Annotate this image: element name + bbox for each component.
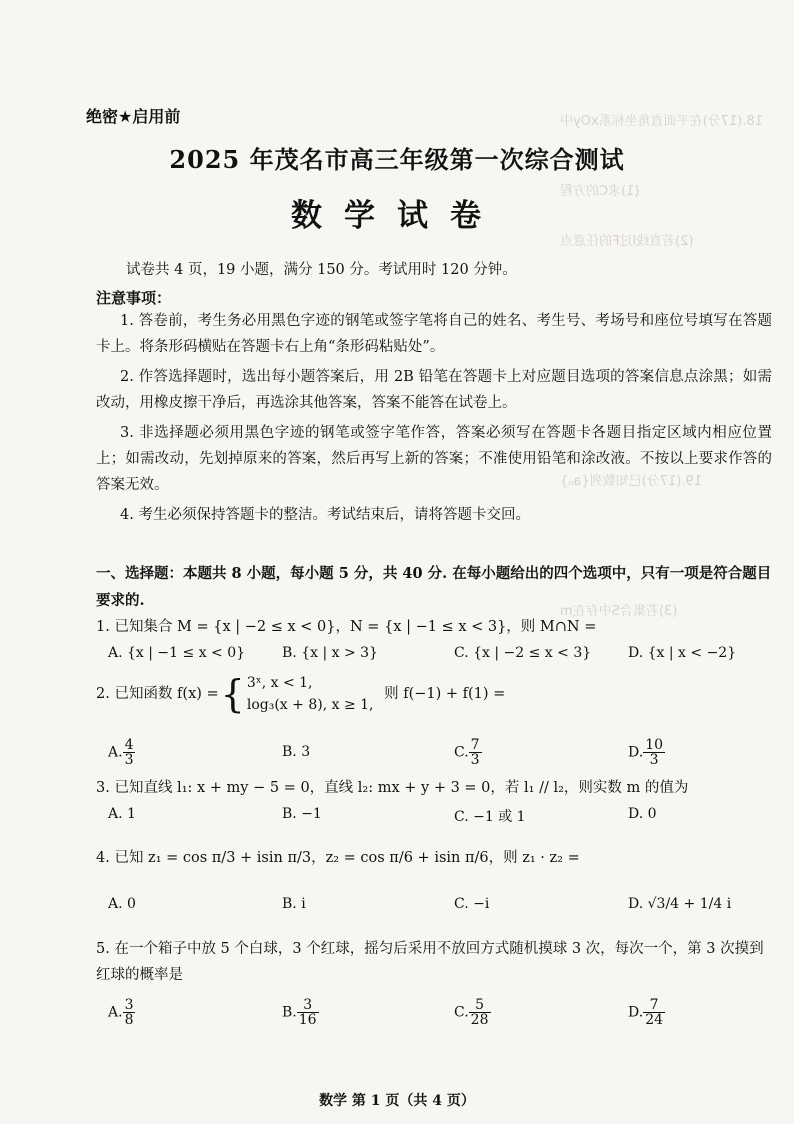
- q1-option-c: C. {x | −2 ≤ x < 3}: [454, 645, 592, 661]
- subject-title: 数学试卷: [291, 198, 503, 234]
- q4-option-b: B. i: [282, 896, 306, 912]
- q4-option-c: C. −i: [454, 896, 490, 912]
- q4-option-d: D. √3/4 + 1/4 i: [628, 896, 732, 912]
- q1-option-d: D. {x | x < −2}: [628, 645, 737, 661]
- q5-option-c: C. $\frac{5}{28}$: [454, 997, 489, 1028]
- q5-option-a: A. $\frac{3}{8}$: [108, 997, 134, 1028]
- q2-piecewise: [247, 672, 374, 716]
- q3-option-c: C. −1 或 1: [454, 809, 526, 825]
- notice-item: 4. 考生必须保持答题卡的整洁。考试结束后，请将答题卡交回。: [120, 507, 530, 523]
- q2-piece-1: 3ˣ, x < 1,: [246, 675, 313, 691]
- q1-option-a: A. {x | −1 ≤ x < 0}: [108, 645, 246, 661]
- question-2-stem: [96, 672, 776, 716]
- q3-option-a: A. 1: [108, 806, 136, 822]
- bleed-through-text: 19.(17分)已知数列{aₙ}: [560, 474, 703, 489]
- q5-option-b: B. $\frac{3}{16}$: [282, 997, 317, 1028]
- confidential-mark: 绝密★启用前: [86, 107, 181, 126]
- q4-option-a: A. 0: [108, 896, 136, 912]
- exam-info: 试卷共 4 页，19 小题，满分 150 分。考试用时 120 分钟。: [126, 262, 517, 278]
- notice-item: 2. 作答选择题时，选出每小题答案后，用 2B 铅笔在答题卡上对应题目选项的答案信息点涂黑；如需改动，用橡皮擦干净后，再选涂其他答案，答案不能答在试卷上。: [96, 369, 772, 411]
- q3-option-d: D. 0: [628, 806, 657, 822]
- bleed-through-text: (2)若直线l过F的任意点: [560, 234, 694, 249]
- bleed-through-text: (3)若集合S中存在m: [560, 604, 678, 619]
- notice-item: 3. 非选择题必须用黑色字迹的钢笔或签字笔作答，答案必须写在答题卡各题目指定区域内相应位置上；如需改动，先划掉原来的答案，然后再写上新的答案；不准使用铅笔和涂改液。不按以上要求作答的答案无效。: [96, 425, 772, 493]
- q2-option-a: A. $\frac{4}{3}$: [108, 737, 134, 768]
- q5-option-d: D. $\frac{7}{24}$: [628, 997, 664, 1028]
- brace-icon: {: [220, 672, 245, 716]
- page-footer: 数学 第 1 页（共 4 页）: [319, 1093, 475, 1109]
- q2-option-c: C. $\frac{7}{3}$: [454, 737, 480, 768]
- q1-option-b: B. {x | x > 3}: [282, 645, 378, 661]
- notice-item: 1. 答卷前，考生务必用黑色字迹的钢笔或签字笔将自己的姓名、考生号、考场号和座位号填写在答题卡上。将条形码横贴在答题卡右上角“条形码粘贴处”。: [96, 313, 772, 355]
- section-heading: 一、选择题：本题共 8 小题，每小题 5 分，共 40 分. 在每小题给出的四个选项中，只有一项是符合题目要求的.: [96, 565, 772, 609]
- q2-suffix: 则 f(−1) + f(1) =: [384, 686, 506, 702]
- q2-piece-2: log₃(x + 8), x ≥ 1,: [246, 697, 374, 713]
- q2-option-b: B. 3: [282, 744, 311, 760]
- question-5-stem: 5. 在一个箱子中放 5 个白球，3 个红球，摇匀后采用不放回方式随机摸球 3 次，每次一个，第 3 次摸到红球的概率是: [96, 941, 764, 983]
- notice-title: 注意事项：: [96, 289, 172, 307]
- bleed-through-text: 18.(17分)在平面直角坐标系xOy中: [560, 114, 763, 129]
- bleed-through-text: (1)求C的方程: [560, 184, 640, 199]
- question-1-stem: 1. 已知集合 M = {x | −2 ≤ x < 0}，N = {x | −1 ≤ x < 3}，则 M∩N =: [96, 619, 597, 635]
- question-3-stem: 3. 已知直线 l₁: x + my − 5 = 0，直线 l₂: mx + y + 3 = 0，若 l₁ // l₂，则实数 m 的值为: [96, 780, 689, 796]
- q2-option-d: D. $\frac{10}{3}$: [628, 737, 664, 768]
- question-4-stem: 4. 已知 z₁ = cos π/3 + isin π/3，z₂ = cos π/6 + isin π/6，则 z₁ · z₂ =: [96, 850, 580, 866]
- q2-prefix: 2. 已知函数 f(x) =: [96, 686, 219, 702]
- exam-title: 2025 年茂名市高三年级第一次综合测试: [169, 145, 625, 174]
- q3-option-b: B. −1: [282, 806, 322, 822]
